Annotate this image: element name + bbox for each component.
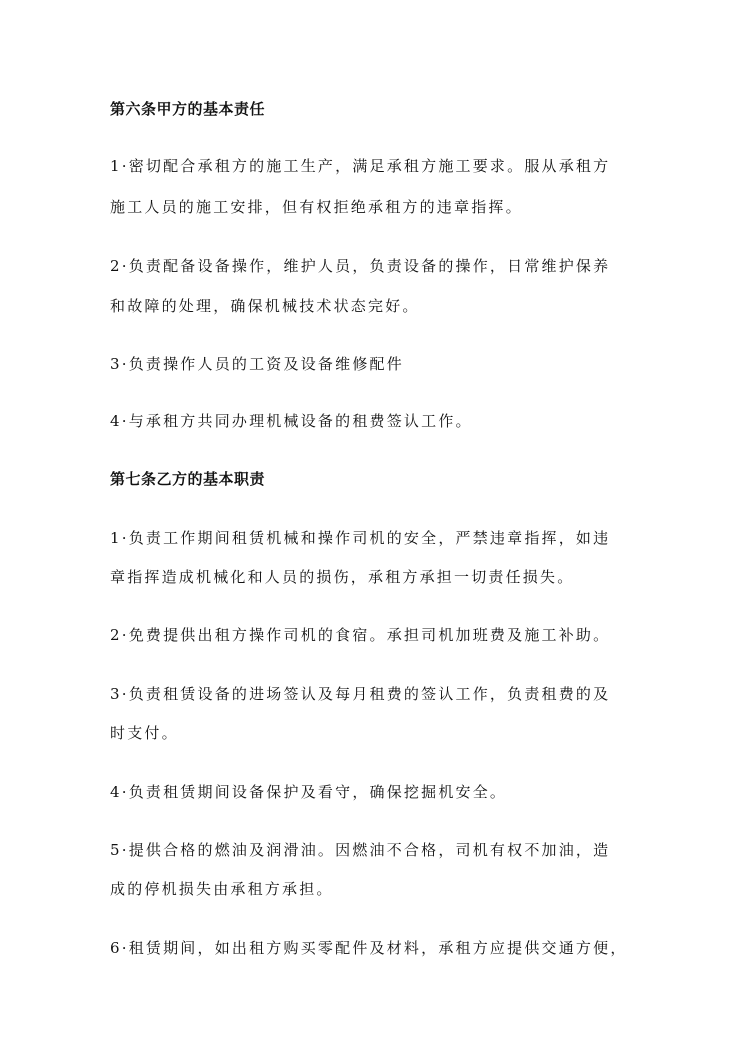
- article-7-item-2-line-1: 2·免费提供出租方操作司机的食宿。承担司机加班费及施工补助。: [110, 626, 611, 644]
- article-7-item-5-line-1: 5·提供合格的燃油及润滑油。因燃油不合格，司机有权不加油，造: [110, 841, 611, 859]
- section-heading-article-6: 第六条甲方的基本责任: [110, 100, 266, 118]
- article-7-item-1-line-1: 1·负责工作期间租赁机械和操作司机的安全，严禁违章指挥，如违: [110, 529, 611, 547]
- article-6-item-4-line-1: 4·与承租方共同办理机械设备的租费签认工作。: [110, 412, 473, 430]
- article-7-item-3-line-1: 3·负责租赁设备的进场签认及每月租费的签认工作，负责租费的及: [110, 685, 611, 703]
- article-7-item-6-line-1: 6·租赁期间，如出租方购买零配件及材料，承租方应提供交通方便，: [110, 939, 628, 957]
- section-heading-article-7: 第七条乙方的基本职责: [110, 470, 266, 488]
- article-6-item-3-line-1: 3·负责操作人员的工资及设备维修配件: [110, 355, 404, 373]
- article-6-item-2-line-2: 和故障的处理，确保机械技术状态完好。: [110, 297, 420, 315]
- article-6-item-2-line-1: 2·负责配备设备操作，维护人员，负责设备的操作，日常维护保养: [110, 257, 611, 275]
- article-7-item-3-line-2: 时支付。: [110, 724, 179, 742]
- article-7-item-4-line-1: 4·负责租赁期间设备保护及看守，确保挖掘机安全。: [110, 783, 508, 801]
- article-7-item-5-line-2: 成的停机损失由承租方承担。: [110, 880, 334, 898]
- article-7-item-1-line-2: 章指挥造成机械化和人员的损伤，承租方承担一切责任损失。: [110, 568, 575, 586]
- article-6-item-1-line-2: 施工人员的施工安排，但有权拒绝承租方的违章指挥。: [110, 198, 523, 216]
- article-6-item-1-line-1: 1·密切配合承租方的施工生产，满足承租方施工要求。服从承租方: [110, 157, 611, 175]
